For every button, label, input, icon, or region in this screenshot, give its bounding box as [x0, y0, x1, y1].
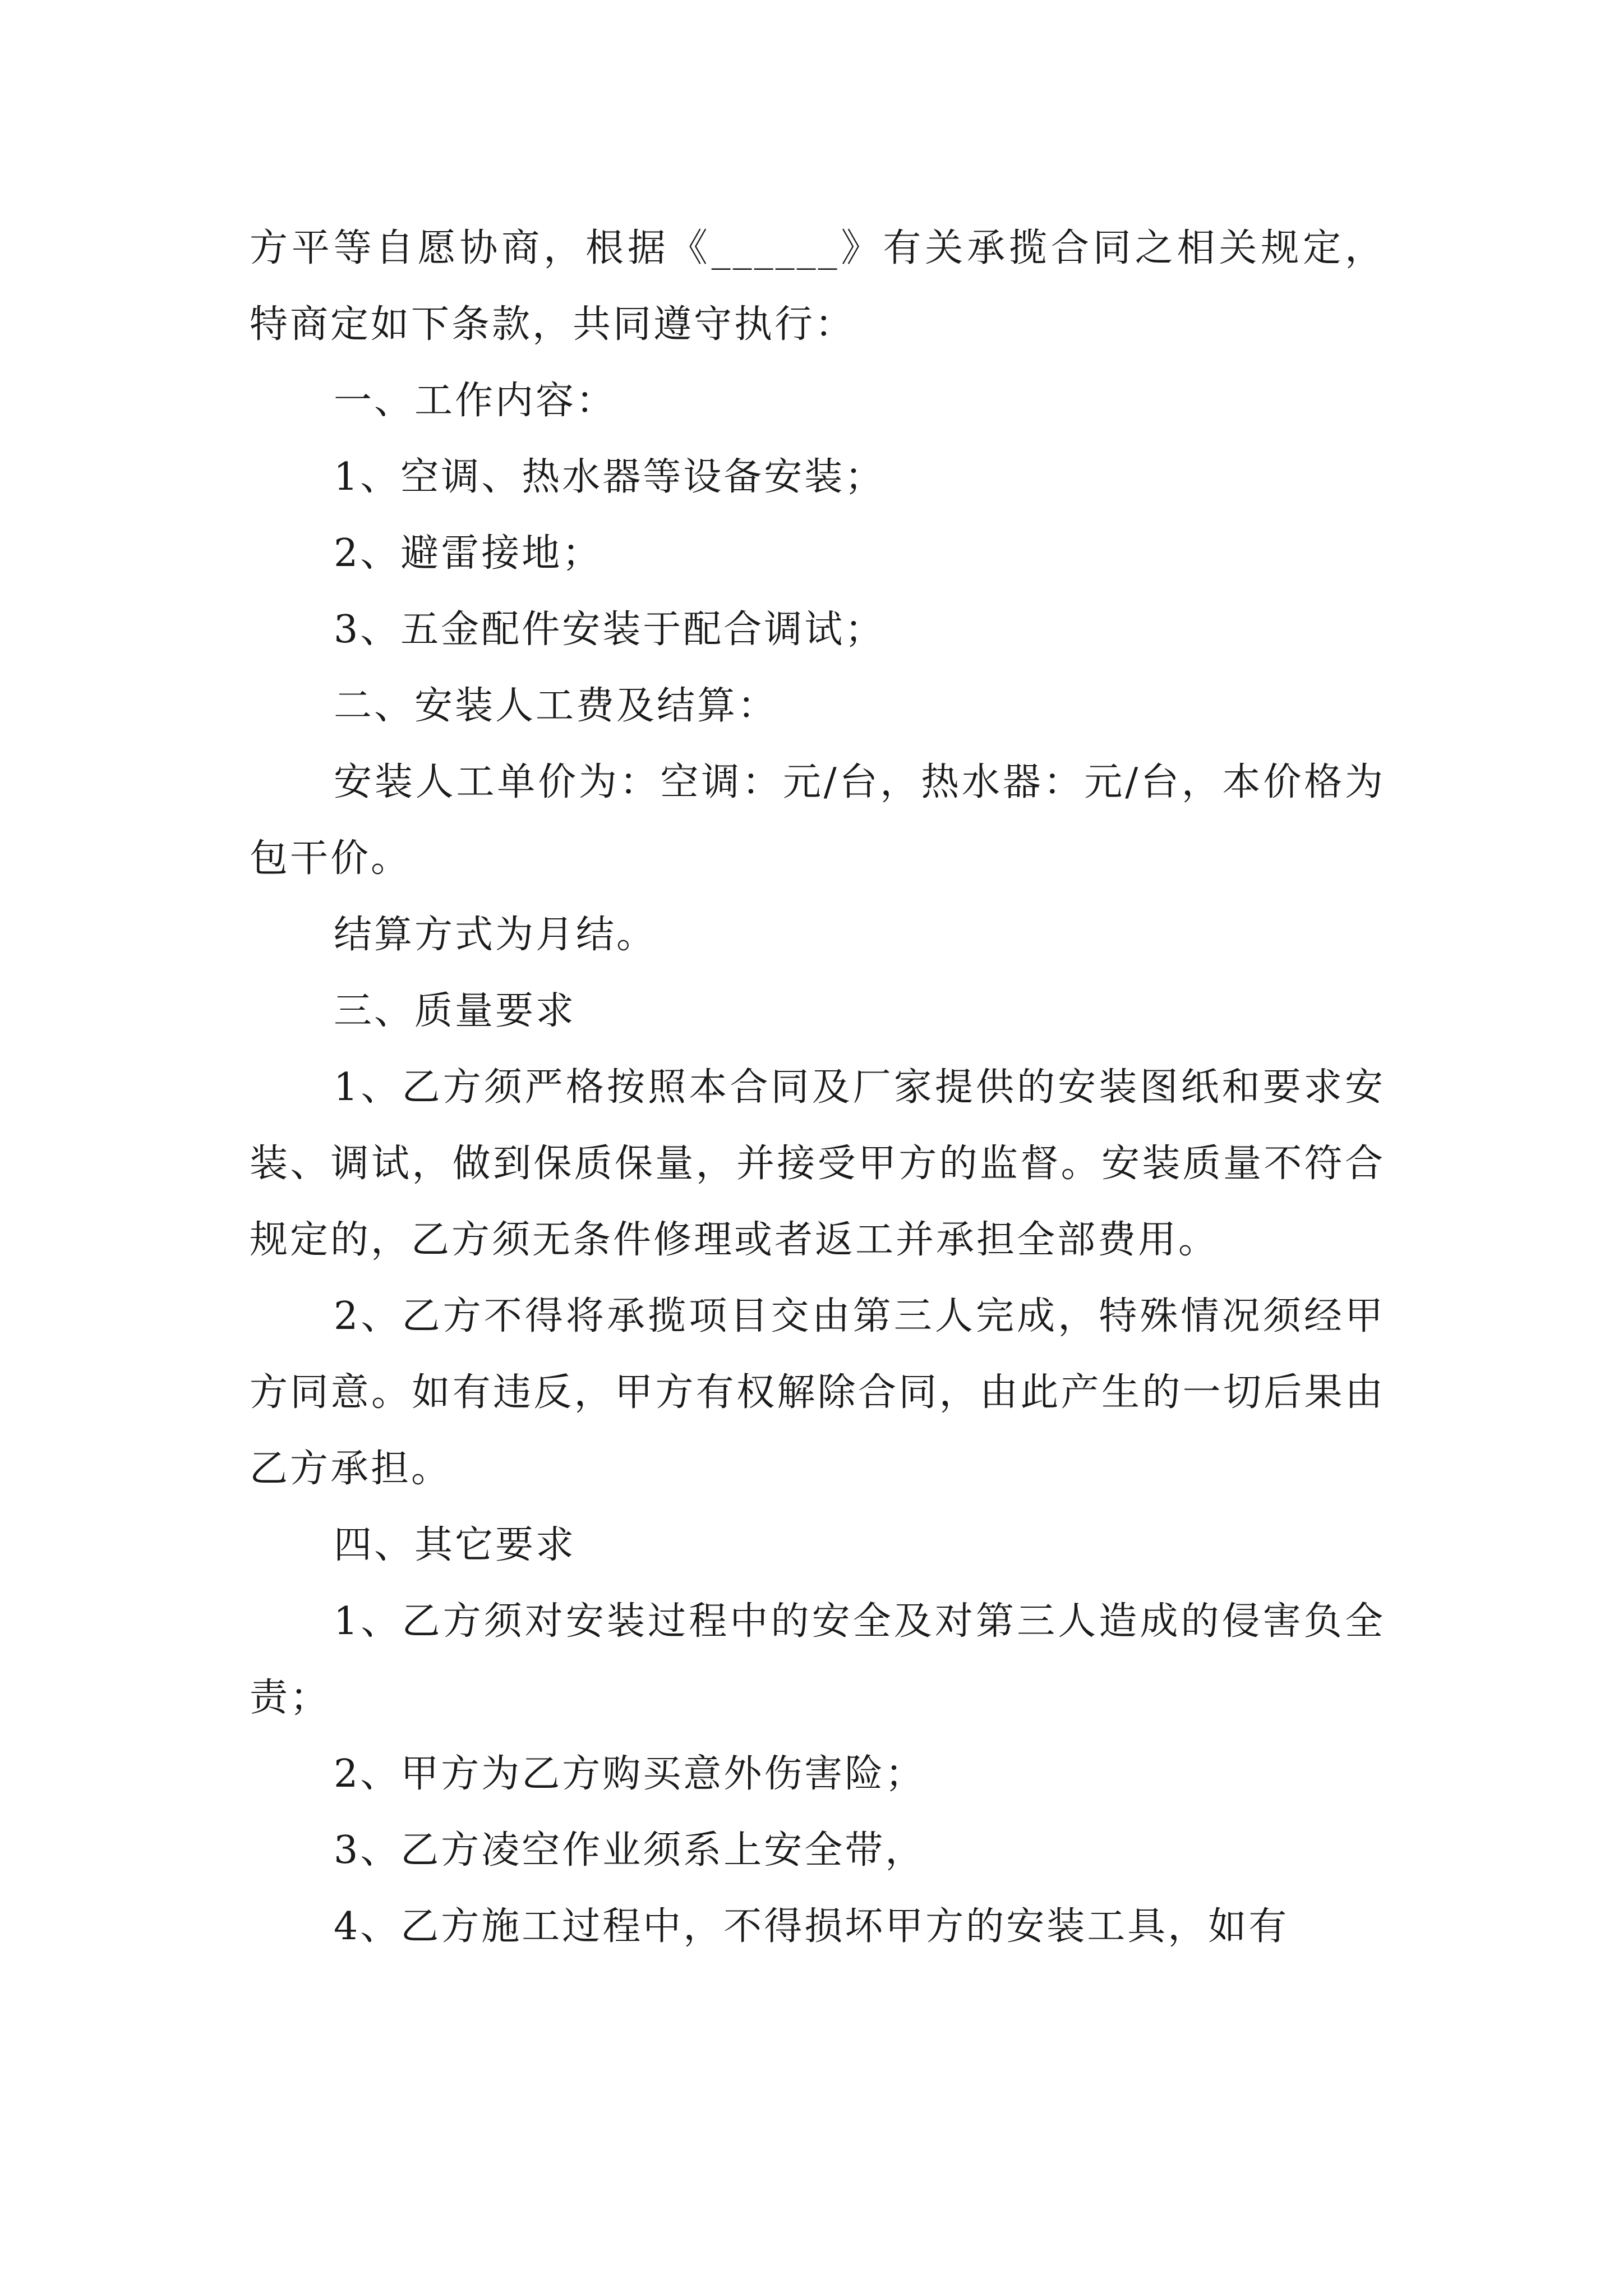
paragraph-settlement: 结算方式为月结。 — [334, 913, 657, 957]
list-item-work-3: 3、五金配件安装于配合调试； — [334, 608, 886, 652]
list-item-other-4: 4、乙方施工过程中，不得损坏甲方的安装工具，如有 — [334, 1904, 1289, 1949]
list-item-other-3: 3、乙方凌空作业须系上安全带， — [334, 1828, 926, 1872]
section-heading-fees: 二、安装人工费及结算： — [334, 684, 778, 728]
list-item-quality-2: 2、乙方不得将承揽项目交由第三人完成，特殊情况须经甲方同意。如有违反，甲方有权解除合同，由此产生的一切后果由乙方承担。 — [250, 1294, 1385, 1491]
section-heading-other: 四、其它要求 — [334, 1523, 577, 1567]
document-body — [250, 210, 1385, 1965]
paragraph-intro: 方平等自愿协商，根据《______》有关承揽合同之相关规定，特商定如下条款，共同遵守执行： — [250, 226, 1385, 347]
section-heading-quality: 三、质量要求 — [334, 989, 577, 1033]
paragraph-unit-price: 安装人工单价为：空调：元/台，热水器：元/台，本价格为包干价。 — [250, 760, 1385, 881]
section-heading-work-content: 一、工作内容： — [334, 379, 617, 423]
list-item-other-2: 2、甲方为乙方购买意外伤害险； — [334, 1752, 926, 1796]
list-item-work-1: 1、空调、热水器等设备安装； — [334, 455, 886, 499]
list-item-quality-1: 1、乙方须严格按照本合同及厂家提供的安装图纸和要求安装、调试，做到保质保量，并接受甲方的监督。安装质量不符合规定的，乙方须无条件修理或者返工并承担全部费用。 — [250, 1065, 1385, 1262]
list-item-other-1: 1、乙方须对安装过程中的安全及对第三人造成的侵害负全责； — [250, 1599, 1385, 1720]
list-item-work-2: 2、避雷接地； — [334, 531, 603, 576]
